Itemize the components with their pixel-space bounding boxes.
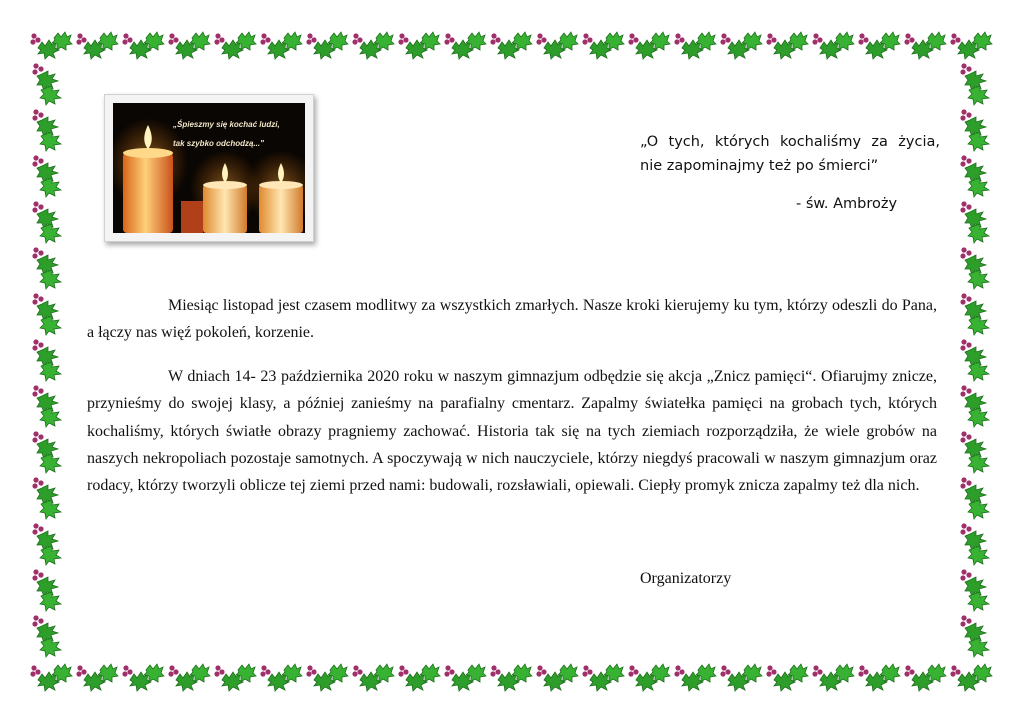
paragraph-2: W dniach 14- 23 października 2020 roku w naszym gimnazjum odbędzie się akcja „Znicz pamięci“. Ofiarujmy znicze, przynieśmy do swojej klasy, a później zanieśmy na parafialny cmentarz. Zapalmy światełka pamięci na grobach tych, których kochaliśmy, których światłe obrazy pragniemy zachować. Historia tak się na tych ziemiach rozporządziła, że wiele grobów na naszych nekropoliach pozostaje samotnych. A spoczywają w nich nauczyciele, którzy niegdyś pracowali w naszym gimnazjum oraz rodacy, którzy tworzyli oblicze tej ziemi przed nami: budowali, rozsławiali, opiewali. Ciepły promyk znicza zapalmy też dla nich. bbox=[87, 367, 937, 495]
quote-line-2: nie zapominajmy też po śmierci” bbox=[640, 158, 879, 174]
quote-author: - św. Ambroży bbox=[796, 196, 898, 212]
signature: Organizatorzy bbox=[640, 570, 732, 587]
photo-caption-line2: tak szybko odchodzą..." bbox=[173, 139, 264, 148]
epigraph-quote bbox=[640, 130, 940, 178]
holly-border-top bbox=[28, 26, 996, 66]
candle-photo bbox=[113, 103, 305, 233]
body-text bbox=[87, 292, 937, 500]
quote-line-1: „O tych, których kochaliśmy za życia, bbox=[640, 134, 940, 150]
photo-caption-line1: „Śpieszmy się kochać ludzi, bbox=[173, 120, 280, 129]
photo-caption bbox=[173, 115, 303, 153]
holly-border-bottom bbox=[28, 658, 996, 698]
holly-border-right bbox=[956, 60, 996, 660]
holly-border-left bbox=[28, 60, 68, 660]
paragraph-1: Miesiąc listopad jest czasem modlitwy za wszystkich zmarłych. Nasze kroki kierujemy ku tym, którzy odeszli do Pana, a łączy nas więź pokoleń, korzenie. bbox=[87, 297, 937, 342]
candle-photo-frame bbox=[104, 94, 314, 242]
